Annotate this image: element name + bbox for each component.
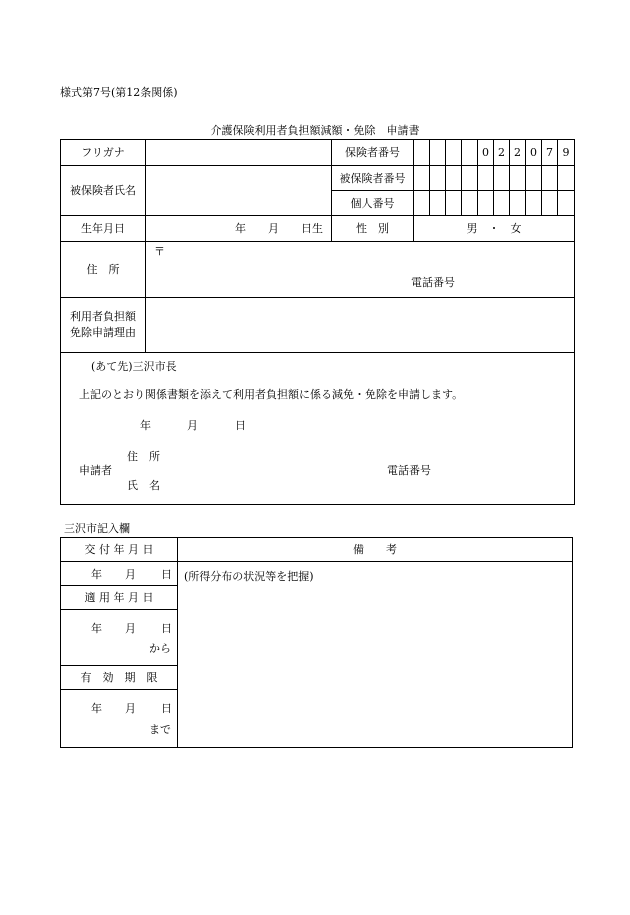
insured-digit-box[interactable] (510, 166, 526, 191)
application-statement-box (61, 353, 575, 505)
personal-digit-box[interactable] (558, 191, 575, 216)
reason-label: 利用者負担額 免除申請理由 (61, 298, 146, 353)
insured-name-field[interactable] (146, 166, 332, 216)
insured-digit-box[interactable] (494, 166, 510, 191)
insurer-digit-box: 7 (542, 140, 558, 166)
valid-period-field[interactable]: 年 月 日 まで (61, 690, 178, 748)
personal-digit-box[interactable] (526, 191, 542, 216)
insured-digit-box[interactable] (526, 166, 542, 191)
insurer-digit-box: 0 (478, 140, 494, 166)
sex-label: 性 別 (332, 216, 414, 242)
form-title: 介護保険利用者負担額減額・免除 申請書 (210, 124, 420, 137)
address-field[interactable] (146, 242, 575, 298)
insurer-digit-box (446, 140, 462, 166)
insured-digit-box[interactable] (414, 166, 430, 191)
city-section-heading: 三沢市記入欄 (64, 522, 130, 535)
insured-digit-box[interactable] (478, 166, 494, 191)
statement: 上記のとおり関係書類を添えて利用者負担額に係る減免・免除を申請します。 (79, 388, 464, 401)
apply-date-field[interactable]: 年 月 日 から (61, 610, 178, 666)
personal-digit-box[interactable] (414, 191, 430, 216)
applicant-address-label: 住 所 (127, 450, 160, 463)
sex-options[interactable]: 男 ・ 女 (414, 216, 575, 242)
birth-date-label: 生年月日 (61, 216, 146, 242)
address-label: 住 所 (61, 242, 146, 298)
insurer-digit-box (414, 140, 430, 166)
remarks-note: (所得分布の状況等を把握) (184, 570, 314, 583)
insurer-digit-box: 2 (494, 140, 510, 166)
insured-name-label: 被保険者氏名 (61, 166, 146, 216)
insured-digit-box[interactable] (430, 166, 446, 191)
insured-number-label: 被保険者番号 (332, 166, 414, 191)
insurer-digit-box: 0 (526, 140, 542, 166)
insurer-digit-box: 2 (510, 140, 526, 166)
from-label: から (149, 642, 171, 655)
insured-digit-box[interactable] (462, 166, 478, 191)
furigana-label: フリガナ (61, 140, 146, 166)
postal-mark: 〒 (154, 245, 165, 258)
date-month: 月 (187, 419, 198, 432)
personal-number-label: 個人番号 (332, 191, 414, 216)
personal-digit-box[interactable] (446, 191, 462, 216)
date-day: 日 (235, 419, 246, 432)
personal-digit-box[interactable] (510, 191, 526, 216)
insurer-digit-box: 9 (558, 140, 575, 166)
insured-digit-box[interactable] (558, 166, 575, 191)
insured-digit-box[interactable] (542, 166, 558, 191)
birth-date-field[interactable]: 年 月 日生 (146, 216, 332, 242)
form-number: 様式第7号(第12条関係) (60, 86, 178, 99)
personal-digit-box[interactable] (478, 191, 494, 216)
furigana-field[interactable] (146, 140, 332, 166)
until-label: まで (149, 723, 171, 736)
personal-digit-box[interactable] (542, 191, 558, 216)
addressee: (あて先)三沢市長 (91, 360, 177, 373)
date-year: 年 (140, 419, 151, 432)
personal-digit-box[interactable] (494, 191, 510, 216)
personal-digit-box[interactable] (462, 191, 478, 216)
insured-digit-box[interactable] (446, 166, 462, 191)
personal-digit-box[interactable] (430, 191, 446, 216)
valid-period-label: 有 効 期 限 (61, 666, 178, 690)
apply-date-label: 適 用 年 月 日 (61, 586, 178, 610)
remarks-field[interactable] (178, 562, 573, 748)
reason-field[interactable] (146, 298, 575, 353)
applicant-label: 申請者 (79, 464, 112, 477)
applicant-name-label: 氏 名 (127, 479, 160, 492)
remarks-label: 備 考 (178, 538, 573, 562)
issue-date-field[interactable]: 年 月 日 (61, 562, 178, 586)
application-table (60, 139, 575, 505)
issue-date-label: 交 付 年 月 日 (61, 538, 178, 562)
phone-label: 電話番号 (411, 276, 455, 289)
insurer-digit-box (430, 140, 446, 166)
applicant-phone-label: 電話番号 (387, 464, 431, 477)
insurer-number-label: 保険者番号 (332, 140, 414, 166)
insurer-digit-box (462, 140, 478, 166)
city-table (60, 537, 573, 748)
